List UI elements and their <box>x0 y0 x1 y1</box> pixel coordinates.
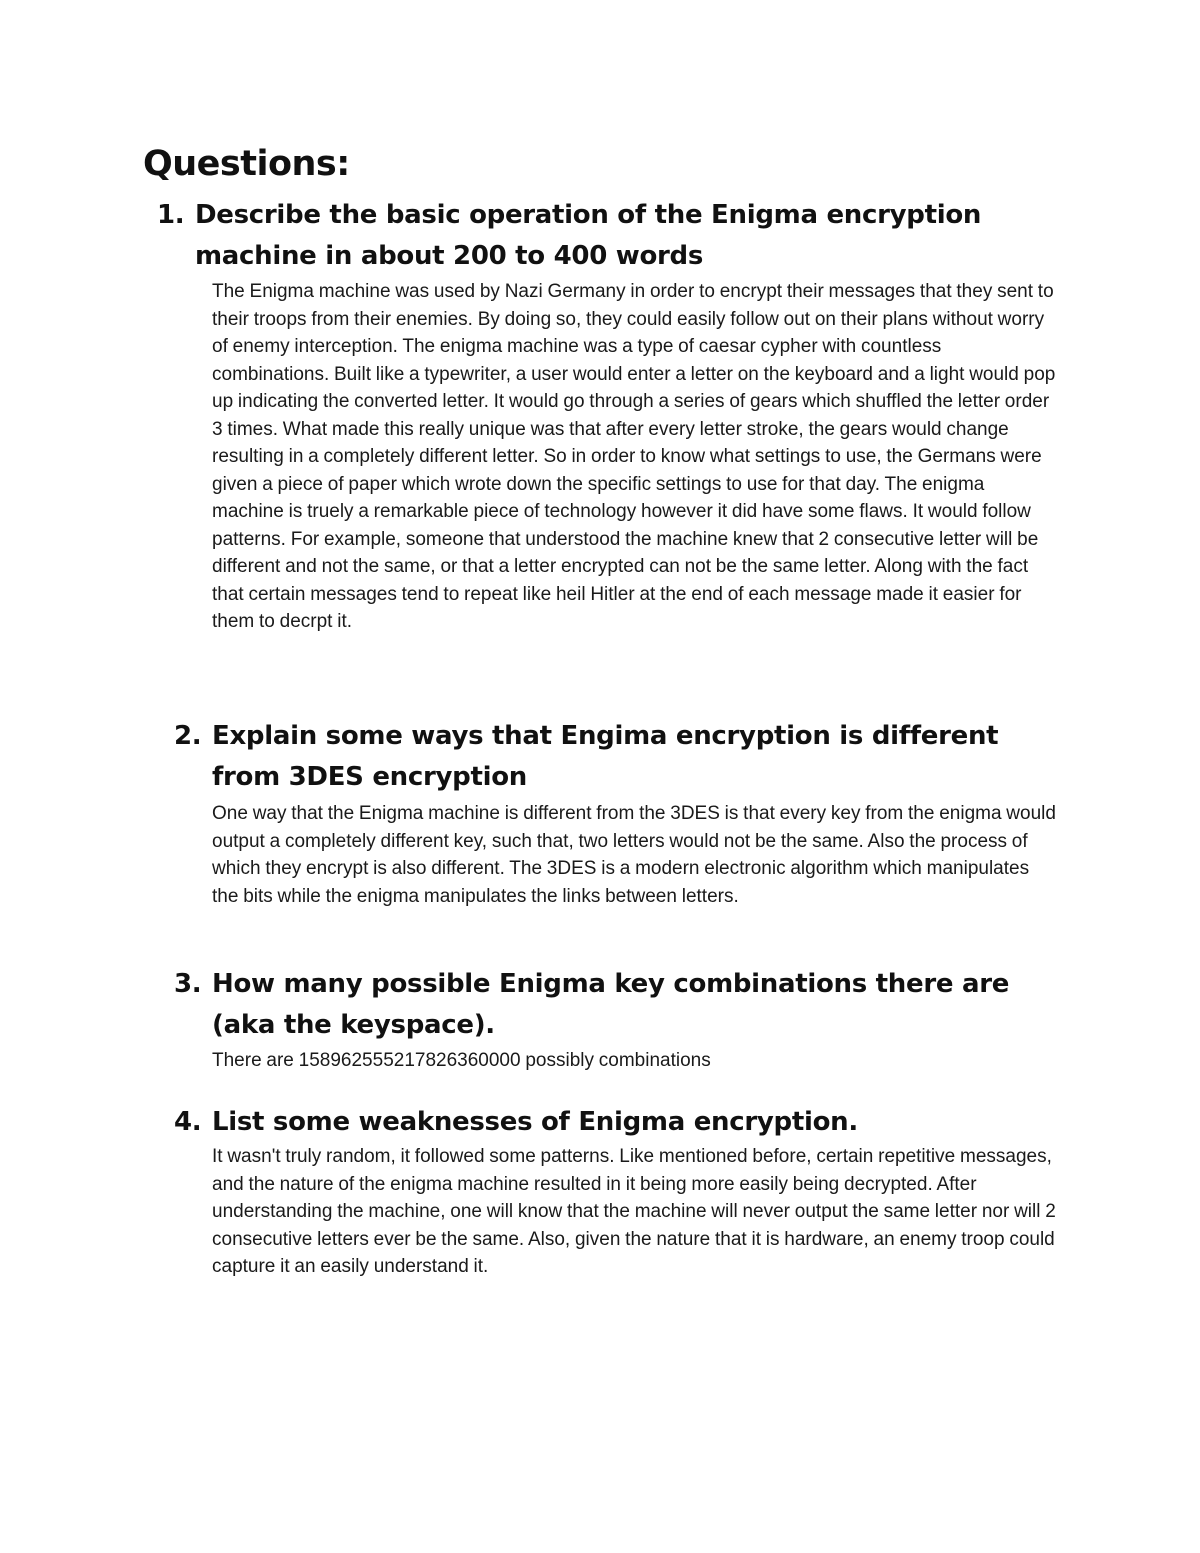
question-3-answer: There are 158962555217826360000 possibly combinations <box>212 1050 711 1071</box>
question-2-heading <box>174 716 1072 798</box>
question-1-answer: The Enigma machine was used by Nazi Germany in order to encrypt their messages that they sent to their troops from their enemies. By doing so, they could easily follow out on their plans without worry of enemy interception. The enigma machine was a type of caesar cypher with countless combinations. Built like a typewriter, a user would enter a letter on the keyboard and a light would pop up indicating the converted letter. It would go through a series of gears which shuffled the letter order 3 times. What made this really unique was that after every letter stroke, the gears would change resulting in a completely different letter. So in order to know what settings to use, the Germans were given a piece of paper which wrote down the specific settings to use for that day. The enigma machine is truely a remarkable piece of technology however it did have some flaws. It would follow patterns. For example, someone that understood the machine knew that 2 consecutive letter will be different and not the same, or that a letter encrypted can not be the same letter. Along with the fact that certain messages tend to repeat like heil Hitler at the end of each message made it easier for them to decrpt it. <box>212 281 1056 632</box>
question-1-heading <box>157 195 1075 277</box>
page-title: Questions: <box>143 144 350 184</box>
question-2-number: 2. <box>174 721 202 751</box>
question-2-answer: One way that the Enigma machine is different from the 3DES is that every key from the enigma would output a completely different key, such that, two letters would not be the same. Also the process of which they encrypt is also different. The 3DES is a modern electronic algorithm which manipulates the bits while the enigma manipulates the links between letters. <box>212 803 1056 907</box>
question-3-number: 3. <box>174 969 202 999</box>
question-4-heading <box>174 1102 1072 1143</box>
question-4-number: 4. <box>174 1107 202 1137</box>
question-3-text: How many possible Enigma key combinations there are (aka the keyspace). <box>212 969 1010 1040</box>
question-1-text: Describe the basic operation of the Enigma encryption machine in about 200 to 400 words <box>195 200 982 271</box>
question-1-number: 1. <box>157 200 185 230</box>
question-4-text: List some weaknesses of Enigma encryption. <box>212 1107 858 1137</box>
question-3-heading <box>174 964 1032 1046</box>
question-4-answer: It wasn't truly random, it followed some patterns. Like mentioned before, certain repetitive messages, and the nature of the enigma machine resulted in it being more easily being decrypted. After understanding the machine, one will know that the machine will never output the same letter nor will 2 consecutive letters ever be the same. Also, given the nature that it is hardware, an enemy troop could capture it an easily understand it. <box>212 1146 1056 1277</box>
question-2-text: Explain some ways that Engima encryption is different from 3DES encryption <box>212 721 999 792</box>
